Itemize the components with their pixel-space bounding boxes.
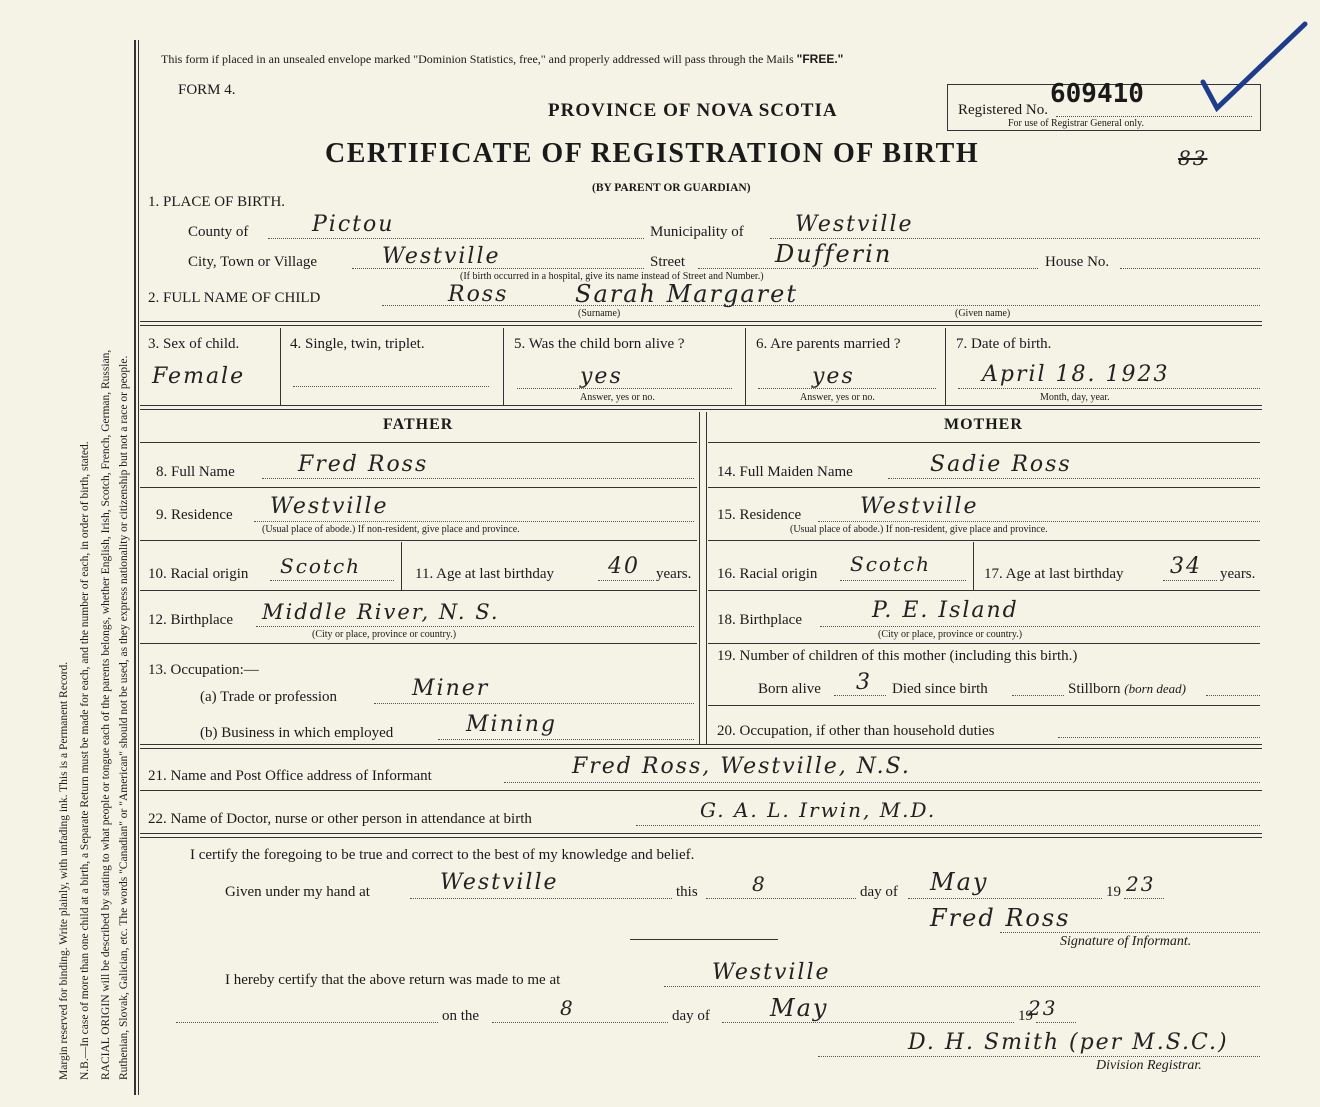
father-name-label: 8. Full Name — [156, 464, 235, 480]
registrar-note: For use of Registrar General only. — [1008, 118, 1144, 129]
mother-racial-label: 16. Racial origin — [717, 566, 818, 582]
mother-heading-rule — [708, 442, 1260, 443]
dob-line — [958, 388, 1260, 389]
rule-8 — [140, 487, 697, 488]
given-year-value: 23 — [1126, 872, 1156, 896]
registrar-signature: D. H. Smith (per M.S.C.) — [908, 1030, 1229, 1055]
margin-note-racial-origin: RACIAL ORIGIN will be described by stating to what people or tongue each of the parents belongs, whether English, Irish, Scotch, French, German, Russian, — [100, 349, 112, 1080]
rule-9 — [140, 540, 697, 541]
father-racial-label: 10. Racial origin — [148, 566, 249, 582]
mother-racial-line — [840, 580, 966, 581]
registrar-signature-caption: Division Registrar. — [1096, 1058, 1202, 1073]
father-residence-line — [254, 521, 694, 522]
child-surname: Ross — [448, 282, 509, 307]
divider-6-7 — [945, 328, 946, 406]
registrar-year-value: 23 — [1028, 996, 1058, 1020]
province-heading: PROVINCE OF NOVA SCOTIA — [548, 100, 838, 121]
stillborn-label-text: Stillborn — [1068, 681, 1121, 697]
given-month-line — [908, 898, 1102, 899]
mother-birthplace-value: P. E. Island — [872, 598, 1019, 623]
dob-label: 7. Date of birth. — [956, 336, 1052, 352]
given-year-line — [1124, 898, 1164, 899]
registrar-day-of-label: day of — [672, 1008, 710, 1024]
mother-age-unit: years. — [1220, 566, 1256, 582]
alive-line — [517, 388, 732, 389]
mother-occupation-label: 20. Occupation, if other than household duties — [717, 723, 995, 739]
given-place-value: Westville — [440, 870, 559, 895]
mother-children-label: 19. Number of children of this mother (including this birth.) — [717, 648, 1078, 664]
house-line — [1120, 268, 1260, 269]
county-value: Pictou — [312, 212, 395, 237]
plurality-label: 4. Single, twin, triplet. — [290, 336, 425, 352]
registered-label: Registered No. — [958, 102, 1048, 118]
born-alive-line — [834, 695, 886, 696]
father-name-value: Fred Ross — [298, 452, 429, 477]
certificate-title: CERTIFICATE OF REGISTRATION OF BIRTH — [325, 138, 980, 169]
form-number: FORM 4. — [178, 82, 236, 98]
given-month-value: May — [930, 868, 989, 896]
alive-label: 5. Was the child born alive ? — [514, 336, 685, 352]
child-name-label: 2. FULL NAME OF CHILD — [148, 290, 321, 306]
alive-value: yes — [580, 364, 623, 389]
binding-margin-line — [134, 40, 136, 1095]
street-value: Dufferin — [775, 240, 893, 268]
given-day-line — [706, 898, 856, 899]
father-age-unit: years. — [656, 566, 692, 582]
registrar-month-value: May — [770, 994, 829, 1022]
divider-16-17 — [973, 542, 974, 590]
place-of-birth-heading: 1. PLACE OF BIRTH. — [148, 194, 286, 210]
father-birthplace-label: 12. Birthplace — [148, 612, 233, 628]
hospital-note: (If birth occurred in a hospital, give its name instead of Street and Number.) — [460, 271, 764, 282]
municipality-label: Municipality of — [650, 224, 744, 240]
mother-residence-caption: (Usual place of abode.) If non-resident, give place and province. — [790, 524, 1048, 535]
father-heading: FATHER — [383, 416, 454, 433]
father-birthplace-caption: (City or place, province or country.) — [312, 629, 457, 640]
registrar-day-value: 8 — [560, 996, 575, 1020]
father-birthplace-line — [256, 626, 694, 627]
mother-age-line — [1163, 580, 1217, 581]
stillborn-label — [1068, 681, 1186, 698]
mother-birthplace-line — [820, 626, 1260, 627]
child-name-line — [382, 305, 1260, 306]
father-trade-line — [374, 703, 694, 704]
mother-name-line — [888, 478, 1260, 479]
certify-statement: I certify the foregoing to be true and correct to the best of my knowledge and belief. — [190, 847, 695, 863]
rule-after-child-details — [140, 405, 1262, 410]
alive-caption: Answer, yes or no. — [580, 392, 655, 403]
informant-signature-line — [1000, 932, 1260, 933]
divider-10-11 — [401, 542, 402, 590]
rule-after-parents — [140, 744, 1262, 749]
father-age-line — [598, 580, 654, 581]
registrar-signature-line — [818, 1056, 1260, 1057]
registered-number: 609410 — [1050, 79, 1144, 109]
given-day-of-label: day of — [860, 884, 898, 900]
plurality-line — [293, 386, 489, 387]
mother-name-label: 14. Full Maiden Name — [717, 464, 853, 480]
registrar-year-line — [1036, 1022, 1076, 1023]
divider-5-6 — [745, 328, 746, 406]
married-caption: Answer, yes or no. — [800, 392, 875, 403]
born-alive-label: Born alive — [758, 681, 821, 697]
mother-birthplace-label: 18. Birthplace — [717, 612, 802, 628]
certification-separator — [630, 939, 778, 940]
margin-note-binding: Margin reserved for binding. Write plainly, with unfading ink. This is a Permanent Record. — [58, 661, 70, 1080]
mother-residence-line — [818, 521, 1260, 522]
divider-4-5 — [503, 328, 504, 406]
parents-divider-right — [706, 412, 707, 744]
rule-16 — [708, 590, 1260, 591]
given-label: Given under my hand at — [225, 884, 370, 900]
father-age-label: 11. Age at last birthday — [415, 566, 554, 582]
registrar-month-line — [722, 1022, 1014, 1023]
informant-label: 21. Name and Post Office address of Informant — [148, 768, 432, 784]
mother-heading: MOTHER — [944, 416, 1023, 433]
died-label: Died since birth — [892, 681, 988, 697]
died-line — [1012, 695, 1064, 696]
binding-margin-line-inner — [138, 40, 139, 1095]
married-value: yes — [812, 364, 855, 389]
doctor-label: 22. Name of Doctor, nurse or other person in attendance at birth — [148, 811, 532, 827]
mother-residence-value: Westville — [860, 494, 979, 519]
mother-name-value: Sadie Ross — [930, 452, 1072, 477]
rule-18 — [708, 643, 1260, 644]
margin-note-racial-origin-cont: Ruthenian, Slovak, Galician, etc. The words "Canadian" or "American" should not be used, as they express nationality or citizenship but not a race or people. — [118, 355, 130, 1080]
parents-divider-left — [699, 412, 700, 744]
dob-value: April 18. 1923 — [982, 362, 1170, 387]
city-value: Westville — [382, 244, 501, 269]
informant-line — [504, 782, 1260, 783]
father-trade-value: Miner — [412, 676, 490, 701]
given-name-caption: (Given name) — [955, 308, 1011, 319]
certificate-subtitle: (BY PARENT OR GUARDIAN) — [592, 182, 751, 194]
rule-10 — [140, 590, 697, 591]
father-residence-label: 9. Residence — [156, 507, 233, 523]
doctor-value: G. A. L. Irwin, M.D. — [700, 798, 937, 822]
informant-signature: Fred Ross — [930, 904, 1071, 932]
registrar-place-line — [664, 986, 1260, 987]
given-day-value: 8 — [752, 872, 767, 896]
registrar-prefix-line — [176, 1022, 438, 1023]
corner-mark: 83 — [1178, 146, 1208, 170]
father-business-value: Mining — [466, 712, 558, 737]
mother-age-label: 17. Age at last birthday — [984, 566, 1124, 582]
divider-3-4 — [280, 328, 281, 406]
house-label: House No. — [1045, 254, 1110, 270]
rule-14 — [708, 487, 1260, 488]
municipality-line — [770, 238, 1260, 239]
father-residence-caption: (Usual place of abode.) If non-resident, give place and province. — [262, 524, 520, 535]
sex-label: 3. Sex of child. — [148, 336, 240, 352]
mother-residence-label: 15. Residence — [717, 507, 802, 523]
rule-15 — [708, 540, 1260, 541]
margin-note-multiple-births: N.B.—In case of more than one child at a birth, a Separate Return must be made for each, and the number of each, in order of birth, stated. — [79, 441, 91, 1080]
street-label: Street — [650, 254, 685, 270]
county-label: County of — [188, 224, 249, 240]
rule-21 — [140, 790, 1262, 791]
mother-occupation-line — [1058, 737, 1260, 738]
rule-after-doctor — [140, 833, 1262, 838]
registrar-place-value: Westville — [712, 960, 831, 985]
checkmark-icon — [1195, 20, 1310, 115]
child-given-names: Sarah Margaret — [575, 280, 798, 308]
rule-19 — [708, 705, 1260, 706]
father-age-value: 40 — [608, 554, 640, 579]
father-residence-value: Westville — [270, 494, 389, 519]
street-line — [698, 268, 1038, 269]
postal-free-label: "FREE." — [796, 52, 844, 66]
mother-birthplace-caption: (City or place, province or country.) — [878, 629, 1023, 640]
county-line — [268, 238, 644, 239]
registered-dots — [1056, 116, 1252, 117]
registrar-day-line — [492, 1022, 668, 1023]
informant-signature-caption: Signature of Informant. — [1060, 934, 1192, 949]
registrar-year-prefix: 19 — [1018, 1008, 1033, 1024]
married-label: 6. Are parents married ? — [756, 336, 901, 352]
father-trade-label: (a) Trade or profession — [200, 689, 338, 705]
rule-12 — [140, 643, 697, 644]
informant-value: Fred Ross, Westville, N.S. — [572, 754, 911, 779]
father-birthplace-value: Middle River, N. S. — [262, 600, 500, 624]
city-label: City, Town or Village — [188, 254, 318, 270]
given-place-line — [410, 898, 672, 899]
given-this-label: this — [676, 884, 698, 900]
born-alive-value: 3 — [856, 670, 872, 695]
sex-value: Female — [152, 364, 246, 389]
mother-racial-value: Scotch — [850, 552, 932, 576]
municipality-value: Westville — [795, 212, 914, 237]
postal-note: This form if placed in an unsealed envelope marked "Dominion Statistics, free," and properly addressed will pass through the Mails "FREE." — [161, 52, 844, 66]
rule-after-name — [140, 321, 1262, 326]
surname-caption: (Surname) — [578, 308, 621, 319]
doctor-line — [636, 825, 1260, 826]
father-business-label: (b) Business in which employed — [200, 725, 394, 741]
given-year-prefix: 19 — [1106, 884, 1121, 900]
stillborn-note: (born dead) — [1124, 681, 1187, 696]
father-business-line — [438, 739, 694, 740]
registrar-on-label: on the — [442, 1008, 480, 1024]
father-heading-rule — [140, 442, 697, 443]
father-racial-value: Scotch — [280, 554, 362, 578]
stillborn-line — [1206, 695, 1260, 696]
father-occupation-label: 13. Occupation:— — [148, 662, 259, 678]
father-racial-line — [270, 580, 394, 581]
mother-age-value: 34 — [1170, 554, 1202, 579]
registrar-statement: I hereby certify that the above return was made to me at — [225, 972, 561, 988]
father-name-line — [262, 478, 694, 479]
dob-caption: Month, day, year. — [1040, 392, 1110, 403]
